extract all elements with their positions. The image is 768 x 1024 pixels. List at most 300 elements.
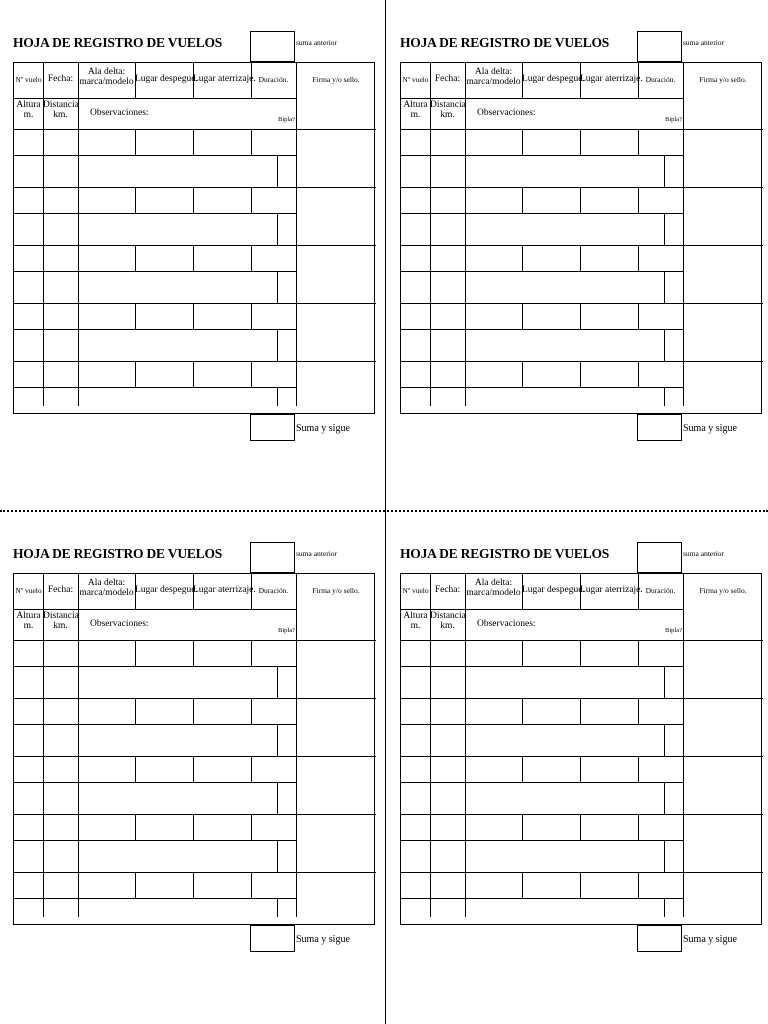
carry-forward-label: Suma y sigue xyxy=(683,934,737,945)
entry-block-rule xyxy=(401,872,763,873)
column-line xyxy=(430,782,431,814)
header-takeoff: Lugar despegue. xyxy=(135,585,198,595)
carry-forward-box[interactable] xyxy=(250,925,295,952)
column-line xyxy=(465,840,466,872)
previous-sum-box[interactable] xyxy=(250,542,295,573)
header-takeoff: Lugar despegue. xyxy=(135,74,198,84)
column-line xyxy=(430,187,431,213)
column-line xyxy=(277,387,278,406)
column-line xyxy=(251,814,252,840)
column-line xyxy=(78,640,79,666)
column-line xyxy=(465,98,466,129)
column-line xyxy=(43,361,44,387)
column-line xyxy=(430,640,431,666)
column-line xyxy=(664,387,665,406)
column-line xyxy=(683,387,684,406)
column-line xyxy=(251,361,252,387)
column-line xyxy=(277,724,278,756)
column-line xyxy=(522,640,523,666)
column-line xyxy=(135,814,136,840)
column-line xyxy=(465,245,466,271)
header-bottom-rule xyxy=(14,129,376,130)
column-line xyxy=(664,155,665,187)
column-line xyxy=(296,840,297,872)
column-line xyxy=(580,63,581,98)
column-line xyxy=(296,640,297,666)
column-line xyxy=(193,756,194,782)
column-line xyxy=(43,574,44,609)
column-line xyxy=(78,98,79,129)
header-altitude: Altura m. xyxy=(403,611,428,631)
column-line xyxy=(251,872,252,898)
column-line xyxy=(465,898,466,917)
column-line xyxy=(78,187,79,213)
header-distance: Distancia km. xyxy=(43,611,79,631)
column-line xyxy=(638,129,639,155)
sheet-title: HOJA DE REGISTRO DE VUELOS xyxy=(13,35,223,50)
column-line xyxy=(638,361,639,387)
column-line xyxy=(465,609,466,640)
column-line xyxy=(193,814,194,840)
column-line xyxy=(430,724,431,756)
column-line xyxy=(683,756,684,782)
column-line xyxy=(580,756,581,782)
column-line xyxy=(296,63,297,98)
column-line xyxy=(43,814,44,840)
column-line xyxy=(522,361,523,387)
entry-row-divider xyxy=(14,155,296,156)
column-line xyxy=(580,698,581,724)
column-line xyxy=(465,387,466,406)
column-line xyxy=(522,129,523,155)
column-line xyxy=(638,698,639,724)
header-altitude: Altura m. xyxy=(16,611,41,631)
column-line xyxy=(296,609,297,640)
column-line xyxy=(683,329,684,361)
entry-block-rule xyxy=(401,814,763,815)
column-line xyxy=(683,129,684,155)
column-line xyxy=(43,98,44,129)
column-line xyxy=(43,213,44,245)
column-line xyxy=(430,361,431,387)
column-line xyxy=(296,387,297,406)
column-line xyxy=(251,187,252,213)
sheet-top-right xyxy=(400,31,762,441)
column-line xyxy=(43,329,44,361)
header-observations: Observaciones: xyxy=(90,108,149,118)
column-line xyxy=(664,724,665,756)
header-duration: Duración. xyxy=(645,586,676,595)
column-line xyxy=(296,666,297,698)
flight-log-table xyxy=(13,573,375,925)
column-line xyxy=(251,245,252,271)
column-line xyxy=(296,814,297,840)
vertical-cut-line xyxy=(385,0,386,1024)
header-distance: Distancia km. xyxy=(430,100,466,120)
entry-block-rule xyxy=(14,361,376,362)
header-biplace: Bipla? xyxy=(278,627,295,634)
header-wing: Ala delta: marca/modelo xyxy=(466,578,521,598)
header-row-divider xyxy=(401,98,683,99)
header-date: Fecha: xyxy=(47,585,74,595)
column-line xyxy=(683,187,684,213)
column-line xyxy=(78,782,79,814)
column-line xyxy=(78,840,79,872)
column-line xyxy=(296,329,297,361)
column-line xyxy=(251,698,252,724)
column-line xyxy=(296,155,297,187)
flight-log-table xyxy=(13,62,375,414)
header-altitude: Altura m. xyxy=(403,100,428,120)
header-bottom-rule xyxy=(14,640,376,641)
column-line xyxy=(135,361,136,387)
column-line xyxy=(465,640,466,666)
column-line xyxy=(430,155,431,187)
column-line xyxy=(135,63,136,98)
column-line xyxy=(296,129,297,155)
entry-row-divider xyxy=(401,782,683,783)
column-line xyxy=(251,756,252,782)
column-line xyxy=(522,756,523,782)
sheet-title: HOJA DE REGISTRO DE VUELOS xyxy=(400,546,610,561)
column-line xyxy=(193,698,194,724)
carry-forward-box[interactable] xyxy=(250,414,295,441)
column-line xyxy=(465,814,466,840)
column-line xyxy=(78,329,79,361)
column-line xyxy=(296,213,297,245)
column-line xyxy=(78,387,79,406)
column-line xyxy=(664,329,665,361)
column-line xyxy=(638,187,639,213)
entry-row-divider xyxy=(14,387,296,388)
column-line xyxy=(43,609,44,640)
entry-row-divider xyxy=(401,898,683,899)
column-line xyxy=(522,63,523,98)
column-line xyxy=(43,129,44,155)
column-line xyxy=(683,63,684,98)
column-line xyxy=(638,872,639,898)
column-line xyxy=(430,329,431,361)
column-line xyxy=(78,756,79,782)
column-line xyxy=(296,303,297,329)
column-line xyxy=(465,303,466,329)
column-line xyxy=(664,840,665,872)
column-line xyxy=(43,724,44,756)
column-line xyxy=(277,213,278,245)
column-line xyxy=(638,756,639,782)
column-line xyxy=(683,245,684,271)
column-line xyxy=(43,387,44,406)
column-line xyxy=(43,666,44,698)
header-landing: Lugar aterrizaje. xyxy=(193,585,256,595)
column-line xyxy=(135,574,136,609)
column-line xyxy=(193,245,194,271)
column-line xyxy=(430,872,431,898)
column-line xyxy=(580,872,581,898)
column-line xyxy=(580,574,581,609)
entry-block-rule xyxy=(401,756,763,757)
entry-row-divider xyxy=(401,213,683,214)
column-line xyxy=(465,187,466,213)
column-line xyxy=(638,574,639,609)
column-line xyxy=(465,155,466,187)
column-line xyxy=(193,574,194,609)
column-line xyxy=(522,698,523,724)
column-line xyxy=(251,640,252,666)
header-signature: Firma y/o sello. xyxy=(312,586,360,595)
column-line xyxy=(296,245,297,271)
entry-row-divider xyxy=(401,840,683,841)
column-line xyxy=(78,609,79,640)
column-line xyxy=(251,574,252,609)
header-landing: Lugar aterrizaje. xyxy=(580,74,643,84)
column-line xyxy=(430,814,431,840)
entry-row-divider xyxy=(401,329,683,330)
column-line xyxy=(465,329,466,361)
column-line xyxy=(193,872,194,898)
column-line xyxy=(683,840,684,872)
entry-block-rule xyxy=(14,698,376,699)
column-line xyxy=(193,640,194,666)
column-line xyxy=(683,782,684,814)
column-line xyxy=(430,98,431,129)
header-distance: Distancia km. xyxy=(43,100,79,120)
column-line xyxy=(465,574,466,609)
column-line xyxy=(522,814,523,840)
column-line xyxy=(277,329,278,361)
header-signature: Firma y/o sello. xyxy=(699,75,747,84)
column-line xyxy=(135,187,136,213)
entry-row-divider xyxy=(14,271,296,272)
column-line xyxy=(430,574,431,609)
column-line xyxy=(135,245,136,271)
column-line xyxy=(296,271,297,303)
sheet-bottom-left xyxy=(13,542,375,952)
carry-forward-label: Suma y sigue xyxy=(296,934,350,945)
column-line xyxy=(78,245,79,271)
column-line xyxy=(580,814,581,840)
entry-row-divider xyxy=(401,666,683,667)
column-line xyxy=(193,129,194,155)
previous-sum-label: suma anterior xyxy=(296,549,338,558)
column-line xyxy=(580,129,581,155)
column-line xyxy=(683,640,684,666)
column-line xyxy=(43,303,44,329)
entry-block-rule xyxy=(14,245,376,246)
column-line xyxy=(296,724,297,756)
column-line xyxy=(43,698,44,724)
column-line xyxy=(193,303,194,329)
column-line xyxy=(193,187,194,213)
column-line xyxy=(683,155,684,187)
column-line xyxy=(430,666,431,698)
column-line xyxy=(683,98,684,129)
column-line xyxy=(580,640,581,666)
column-line xyxy=(638,814,639,840)
column-line xyxy=(683,724,684,756)
column-line xyxy=(78,271,79,303)
column-line xyxy=(522,187,523,213)
header-row-divider xyxy=(14,609,296,610)
column-line xyxy=(135,756,136,782)
column-line xyxy=(430,63,431,98)
header-row-divider xyxy=(401,609,683,610)
column-line xyxy=(465,724,466,756)
previous-sum-box[interactable] xyxy=(637,542,682,573)
header-duration: Duración. xyxy=(258,586,289,595)
sheet-title: HOJA DE REGISTRO DE VUELOS xyxy=(400,35,610,50)
column-line xyxy=(430,245,431,271)
column-line xyxy=(296,574,297,609)
column-line xyxy=(683,213,684,245)
column-line xyxy=(664,782,665,814)
column-line xyxy=(683,814,684,840)
header-biplace: Bipla? xyxy=(665,116,682,123)
entry-block-rule xyxy=(401,698,763,699)
previous-sum-box[interactable] xyxy=(637,31,682,62)
column-line xyxy=(277,782,278,814)
header-biplace: Bipla? xyxy=(665,627,682,634)
column-line xyxy=(78,898,79,917)
column-line xyxy=(78,63,79,98)
header-wing: Ala delta: marca/modelo xyxy=(466,67,521,87)
column-line xyxy=(78,213,79,245)
column-line xyxy=(296,361,297,387)
header-duration: Duración. xyxy=(258,75,289,84)
column-line xyxy=(43,155,44,187)
column-line xyxy=(43,782,44,814)
column-line xyxy=(251,63,252,98)
column-line xyxy=(135,303,136,329)
carry-forward-box[interactable] xyxy=(637,414,682,441)
column-line xyxy=(78,129,79,155)
column-line xyxy=(43,63,44,98)
entry-row-divider xyxy=(401,724,683,725)
column-line xyxy=(638,63,639,98)
column-line xyxy=(430,271,431,303)
entry-block-rule xyxy=(14,872,376,873)
column-line xyxy=(78,155,79,187)
column-line xyxy=(277,271,278,303)
carry-forward-box[interactable] xyxy=(637,925,682,952)
column-line xyxy=(430,609,431,640)
column-line xyxy=(638,245,639,271)
header-row-divider xyxy=(14,98,296,99)
column-line xyxy=(135,640,136,666)
entry-block-rule xyxy=(14,814,376,815)
column-line xyxy=(193,361,194,387)
column-line xyxy=(43,271,44,303)
column-line xyxy=(638,303,639,329)
previous-sum-box[interactable] xyxy=(250,31,295,62)
column-line xyxy=(683,666,684,698)
header-landing: Lugar aterrizaje. xyxy=(580,585,643,595)
column-line xyxy=(465,872,466,898)
column-line xyxy=(43,872,44,898)
entry-block-rule xyxy=(401,187,763,188)
column-line xyxy=(522,574,523,609)
carry-forward-label: Suma y sigue xyxy=(683,423,737,434)
column-line xyxy=(43,898,44,917)
previous-sum-label: suma anterior xyxy=(683,38,725,47)
header-altitude: Altura m. xyxy=(16,100,41,120)
column-line xyxy=(78,666,79,698)
sheet-title: HOJA DE REGISTRO DE VUELOS xyxy=(13,546,223,561)
column-line xyxy=(277,898,278,917)
entry-row-divider xyxy=(14,213,296,214)
entry-row-divider xyxy=(401,387,683,388)
header-distance: Distancia km. xyxy=(430,611,466,631)
column-line xyxy=(251,129,252,155)
column-line xyxy=(664,666,665,698)
column-line xyxy=(465,129,466,155)
entry-block-rule xyxy=(401,361,763,362)
column-line xyxy=(664,271,665,303)
column-line xyxy=(43,245,44,271)
column-line xyxy=(135,872,136,898)
column-line xyxy=(522,303,523,329)
column-line xyxy=(683,898,684,917)
header-bottom-rule xyxy=(401,640,763,641)
sheet-top-left xyxy=(13,31,375,441)
column-line xyxy=(683,361,684,387)
header-observations: Observaciones: xyxy=(90,619,149,629)
header-bottom-rule xyxy=(401,129,763,130)
column-line xyxy=(465,698,466,724)
header-signature: Firma y/o sello. xyxy=(699,586,747,595)
column-line xyxy=(580,187,581,213)
column-line xyxy=(277,840,278,872)
header-duration: Duración. xyxy=(645,75,676,84)
entry-row-divider xyxy=(401,271,683,272)
column-line xyxy=(193,63,194,98)
header-flight-no: Nº vuelo xyxy=(402,586,429,595)
column-line xyxy=(296,698,297,724)
column-line xyxy=(683,872,684,898)
column-line xyxy=(296,98,297,129)
column-line xyxy=(277,666,278,698)
column-line xyxy=(465,213,466,245)
column-line xyxy=(430,756,431,782)
header-wing: Ala delta: marca/modelo xyxy=(79,578,134,598)
entry-block-rule xyxy=(401,245,763,246)
entry-block-rule xyxy=(14,303,376,304)
entry-row-divider xyxy=(14,782,296,783)
column-line xyxy=(78,361,79,387)
column-line xyxy=(664,898,665,917)
column-line xyxy=(430,387,431,406)
column-line xyxy=(135,698,136,724)
column-line xyxy=(43,840,44,872)
column-line xyxy=(78,303,79,329)
header-biplace: Bipla? xyxy=(278,116,295,123)
column-line xyxy=(135,129,136,155)
column-line xyxy=(296,782,297,814)
entry-block-rule xyxy=(401,303,763,304)
column-line xyxy=(522,245,523,271)
column-line xyxy=(580,245,581,271)
column-line xyxy=(465,361,466,387)
header-takeoff: Lugar despegue. xyxy=(522,585,585,595)
column-line xyxy=(43,187,44,213)
header-date: Fecha: xyxy=(434,74,461,84)
column-line xyxy=(664,213,665,245)
column-line xyxy=(296,756,297,782)
header-flight-no: Nº vuelo xyxy=(402,75,429,84)
header-observations: Observaciones: xyxy=(477,619,536,629)
flight-log-table xyxy=(400,573,762,925)
header-date: Fecha: xyxy=(47,74,74,84)
